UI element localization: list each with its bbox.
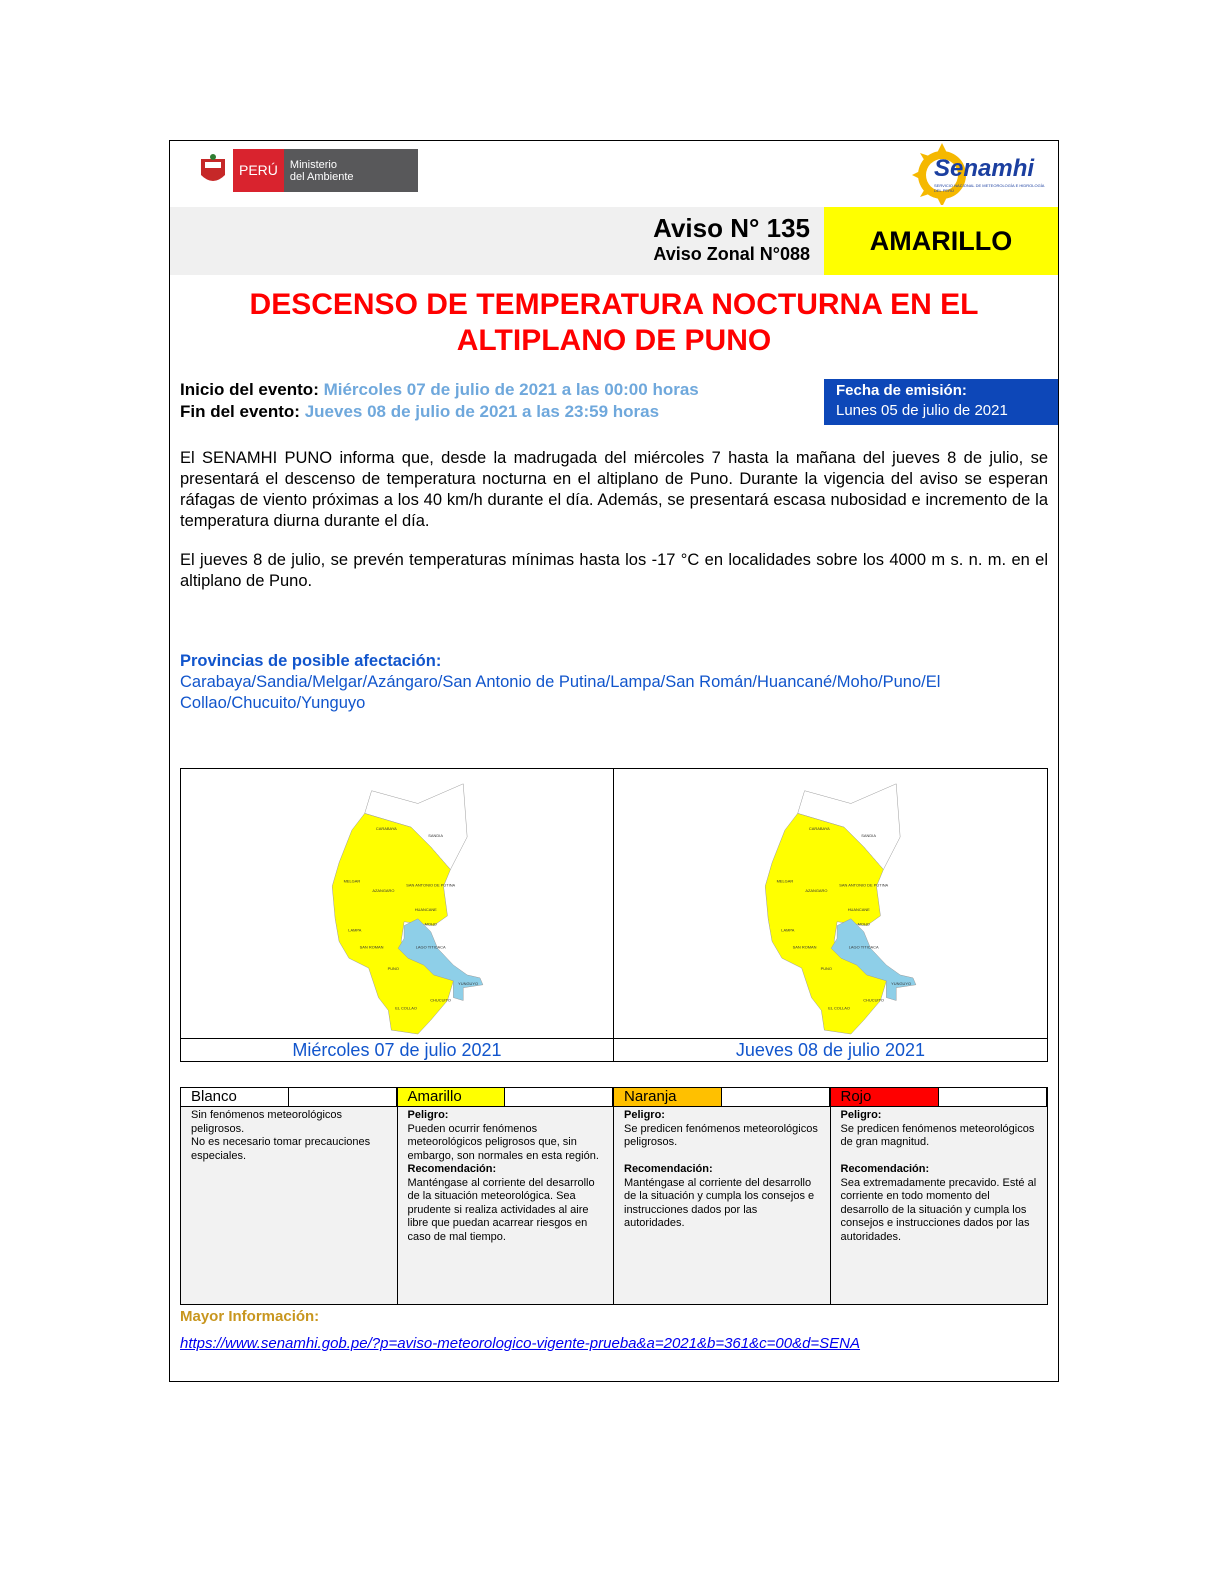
peru-coat-of-arms-icon [197, 153, 229, 189]
event-dates [180, 379, 699, 423]
map-label: YUNGUYO [891, 980, 912, 986]
map-label: MOHO [857, 921, 870, 927]
recomendacion-text: Sea extremadamente precavido. Esté al corriente en todo momento del desarrollo de la situación y cumpla los consejos e instrucciones dados por las autoridades. [840, 1176, 1037, 1243]
aviso-zonal: Aviso Zonal N°088 [653, 244, 810, 264]
senamhi-logo [912, 143, 1052, 205]
map-label: SAN ROMAN [359, 944, 384, 950]
recomendacion-label: Recomendación: [407, 1163, 497, 1175]
legend-text: No es necesario tomar precauciones especiales. [191, 1136, 371, 1162]
body-paragraph-1: El SENAMHI PUNO informa que, desde la madrugada del miércoles 7 hasta la mañana del jueves 8 de julio, se presentará el descenso de temperatura nocturna en el altiplano de Puno. Durante la vigencia del aviso se esperan ráfagas de viento próximas a los 40 km/h durante el día. Además, se presentará escasa nubosidad e incremento de la temperatura diurna durante el día. [180, 449, 1048, 530]
legend-blanco [181, 1088, 398, 1304]
fecha-value: Lunes 05 de julio de 2021 [836, 402, 1008, 419]
map-day-2 [614, 769, 1047, 1061]
title-line-1: DESCENSO DE TEMPERATURA NOCTURNA EN EL [249, 288, 979, 321]
senamhi-wordmark: Senamhi [934, 155, 1035, 182]
map-label: YUNGUYO [458, 980, 479, 986]
legend-text: Sin fenómenos meteorológicos peligrosos. [191, 1109, 343, 1135]
map-label: LAGO TITICACA [848, 944, 879, 950]
fecha-label: Fecha de emisión: [836, 382, 967, 399]
fin-value: Jueves 08 de julio de 2021 a las 23:59 horas [304, 402, 660, 421]
body-paragraph-2: El jueves 8 de julio, se prevén temperaturas mínimas hasta los -17 °C en localidades sobre los 4000 m s. n. m. en el altiplano de Puno. [180, 551, 1048, 590]
peligro-label: Peligro: [840, 1109, 882, 1121]
maps-panel [180, 768, 1048, 1062]
map-label: AZANGARO [372, 888, 395, 894]
map-label: SAN ROMAN [792, 944, 817, 950]
puno-map [321, 771, 501, 1037]
map-label: CARABAYA [808, 826, 830, 832]
map-label: PUNO [820, 966, 832, 972]
legend-rojo [831, 1088, 1048, 1304]
ministerio-logo [197, 149, 418, 192]
inicio-value: Miércoles 07 de julio de 2021 a las 00:00 horas [323, 380, 699, 399]
recomendacion-label: Recomendación: [840, 1163, 930, 1175]
map-label: MELGAR [776, 878, 794, 884]
fecha-emision [824, 379, 1058, 425]
aviso-document [169, 140, 1059, 1382]
recomendacion-text: Manténgase al corriente del desarrollo de la situación y cumpla los consejos e instrucciones dados por las autoridades. [624, 1176, 815, 1229]
legend-naranja [614, 1088, 831, 1304]
mayor-informacion-label: Mayor Información: [180, 1308, 320, 1325]
map-label: SANDIA [861, 833, 876, 839]
map-label: PUNO [387, 966, 399, 972]
map-label: EL COLLAO [395, 1005, 417, 1011]
map-label: LAGO TITICACA [415, 944, 446, 950]
peligro-text: Se predicen fenómenos meteorológicos peligrosos. [624, 1122, 818, 1148]
ministerio-line-2: del Ambiente [289, 170, 354, 183]
peligro-text: Se predicen fenómenos meteorológicos de gran magnitud. [840, 1122, 1035, 1148]
legend-level-name: Blanco [181, 1088, 289, 1106]
map-label: SAN ANTONIO DE PUTINA [839, 882, 889, 888]
senamhi-subtitle: SERVICIO NACIONAL DE METEOROLOGÍA E HIDROLOGÍA DEL PERÚ [934, 183, 1045, 193]
map-label: MOHO [424, 921, 437, 927]
fin-label: Fin del evento: [180, 402, 300, 421]
map-label: CARABAYA [375, 826, 397, 832]
recomendacion-text: Manténgase al corriente del desarrollo de la situación meteorológica. Sea prudente si realiza actividades al aire libre que puedan acarrear riesgos en caso de mal tiempo. [407, 1176, 595, 1243]
legend-level-name: Amarillo [398, 1088, 506, 1106]
title-line-2: ALTIPLANO DE PUNO [456, 324, 772, 357]
legend-level-name: Rojo [831, 1088, 939, 1106]
page-title [170, 287, 1058, 359]
peligro-label: Peligro: [624, 1109, 665, 1121]
map-label: CHUCUITO [430, 997, 451, 1003]
peligro-text: Pueden ocurrir fenómenos meteorológicos peligrosos que, sin embargo, son normales en esta región. [407, 1122, 599, 1162]
senamhi-link[interactable]: https://www.senamhi.gob.pe/?p=aviso-meteorologico-vigente-prueba&a=2021&b=361&c=00&d=SENA [180, 1335, 861, 1352]
peru-label: PERÚ [233, 149, 284, 192]
provincias-label: Provincias de posible afectación: [180, 652, 442, 670]
map-label: HUANCANE [414, 906, 437, 912]
map-label: MELGAR [343, 878, 361, 884]
aviso-title: Aviso N° 135 [653, 213, 810, 243]
recomendacion-label: Recomendación: [624, 1163, 713, 1175]
legend-level-name: Naranja [614, 1088, 722, 1106]
map-label: LAMPA [348, 927, 362, 933]
alert-legend-table [180, 1087, 1048, 1305]
puno-map [754, 771, 934, 1037]
map-label: LAMPA [781, 927, 795, 933]
map-label: EL COLLAO [828, 1005, 850, 1011]
map-label: SAN ANTONIO DE PUTINA [406, 882, 456, 888]
inicio-label: Inicio del evento: [180, 380, 319, 399]
peligro-label: Peligro: [407, 1109, 449, 1121]
map-label: CHUCUITO [863, 997, 884, 1003]
aviso-number [653, 213, 810, 265]
ministerio-line-1: Ministerio [289, 158, 337, 171]
legend-amarillo [398, 1088, 615, 1304]
map-day-1 [181, 769, 614, 1061]
map-caption: Miércoles 07 de julio 2021 [181, 1038, 613, 1061]
map-label: HUANCANE [847, 906, 870, 912]
ministerio-label [284, 149, 418, 192]
map-label: SANDIA [428, 833, 443, 839]
provincias-list: Carabaya/Sandia/Melgar/Azángaro/San Antonio de Putina/Lampa/San Román/Huancané/Moho/Puno/El Collao/Chucuito/Yunguyo [180, 673, 941, 712]
map-label: AZANGARO [805, 888, 828, 894]
map-caption: Jueves 08 de julio 2021 [614, 1038, 1047, 1061]
alert-level-badge: AMARILLO [824, 207, 1058, 275]
provincias [180, 651, 1040, 714]
